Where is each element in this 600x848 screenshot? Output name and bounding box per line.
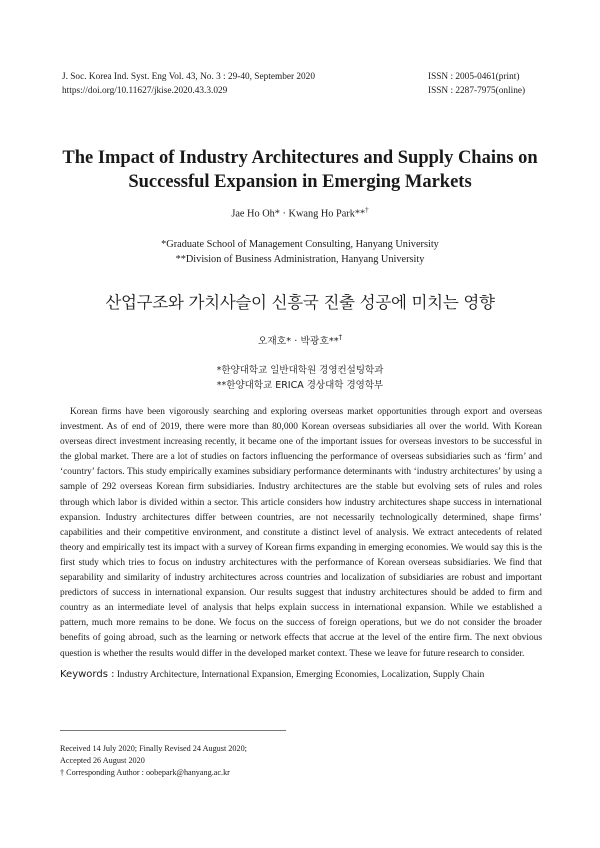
- english-affiliation-1: *Graduate School of Management Consulting, Hanyang University: [161, 239, 439, 250]
- korean-affiliation-2: **한양대학교 ERICA 경상대학 경영학부: [216, 380, 384, 391]
- corresponding-mark: †: [365, 206, 369, 214]
- english-title-line-2: Successful Expansion in Emerging Markets: [128, 172, 472, 192]
- accepted-date: Accepted 26 August 2020: [60, 756, 145, 766]
- issn-online: ISSN : 2287-7975(online): [428, 86, 526, 96]
- english-affiliations: [0, 237, 600, 267]
- keywords: [60, 668, 542, 682]
- english-authors: [0, 206, 600, 219]
- korean-author-names: 오재호* · 박광호**: [257, 336, 339, 347]
- keywords-label: Keywords :: [60, 669, 115, 680]
- footnotes: [60, 743, 540, 780]
- issn-print: ISSN : 2005-0461(print): [428, 72, 520, 82]
- journal-header-left: [62, 70, 315, 98]
- received-date: Received 14 July 2020; Finally Revised 24 August 2020;: [60, 744, 247, 753]
- english-affiliation-2: **Division of Business Administration, Hanyang University: [175, 254, 425, 265]
- doi-link[interactable]: https://doi.org/10.11627/jkise.2020.43.3.029: [62, 86, 228, 96]
- english-author-names: Jae Ho Oh* · Kwang Ho Park**: [231, 208, 366, 220]
- korean-affiliation-1: *한양대학교 일반대학원 경영컨설팅학과: [216, 365, 384, 376]
- journal-citation: J. Soc. Korea Ind. Syst. Eng Vol. 43, No. 3 : 29-40, September 2020: [62, 72, 315, 82]
- korean-title: 산업구조와 가치사슬이 신흥국 진출 성공에 미치는 영향: [105, 293, 495, 312]
- english-title-line-1: The Impact of Industry Architectures and Supply Chains on: [62, 148, 538, 168]
- corresponding-author: † Corresponding Author : oobepark@hanyang.ac.kr: [60, 768, 230, 778]
- journal-header-right: [428, 70, 525, 98]
- keywords-text: Industry Architecture, International Expansion, Emerging Economies, Localization, Supply Chain: [116, 670, 485, 680]
- korean-corresponding-mark: †: [338, 333, 343, 342]
- footnote-divider: [60, 730, 286, 731]
- abstract-paragraph: Korean firms have been vigorously searching and exploring overseas market opportunities through export and overseas investment. As of end of 2019, there were more than 80,000 Korean overseas subsidiaries all over the world. With Korean overseas direct investment increasing recently, it became one of the important issues for overseas investors to be successful in the global market. There are a lot of studies on factors influencing the performance of overseas subsidiaries such as ‘firm’ and ‘country’ factors. This study empirically examines subsidiary performance determinants with ‘industry architectures’ by using a sample of 292 overseas Korean firm subsidiaries. Industry architectures are the stable but evolving sets of rules and roles through which labor is divided within a sector. This article considers how industry architectures shape success in international expansion. Industry architectures differ between countries, are not necessarily technologically determined, shape firms’ capabilities and their competitive environment, and constitute a distinct level of analysis. We extract antecedents of related theory and empirically test its impact with a survey of Korean firms expanding in emerging economies. We would say this is the first study which tries to focus on industry architectures with the performance of Korean overseas subsidiaries. We find that separability and similarity of industry architectures across countries and localization of subsidiaries are robust and important predictors of success in international expansion. Our results suggest that industry architectures should be added to firm and country as an intermediate level of analysis that helps explain success in international expansion. While we established a pattern, much more remains to be done. We focus on the success of foreign operations, but we do not consider the broader benefits of going abroad, such as the learning or network effects that accrue at the level of the entire firm. The next obvious question is whether the results would differ in the developed market context. These we leave for future research to consider.: [60, 407, 542, 659]
- english-title: [40, 146, 560, 194]
- korean-authors: [0, 333, 600, 347]
- korean-affiliations: [0, 363, 600, 393]
